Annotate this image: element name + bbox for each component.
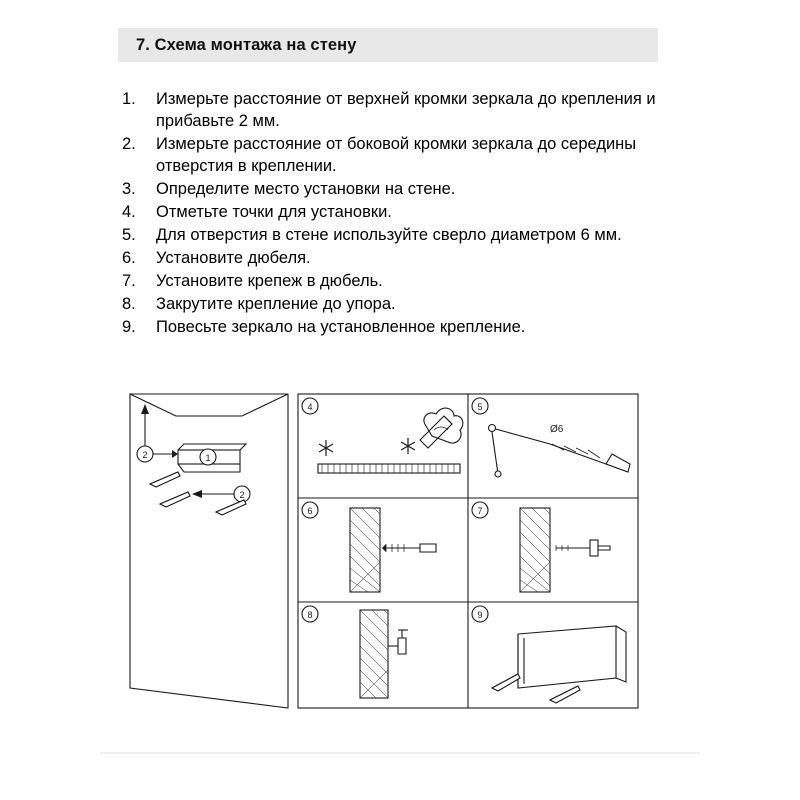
step-number: 5. <box>122 226 136 244</box>
step-number: 2. <box>122 135 136 153</box>
step-number: 3. <box>122 180 136 198</box>
section-heading-bar <box>118 28 658 62</box>
svg-text:7: 7 <box>477 506 483 516</box>
step-text: Повесьте зеркало на установленное крепление. <box>156 318 526 336</box>
step-number: 4. <box>122 203 136 221</box>
svg-text:4: 4 <box>307 402 313 412</box>
installation-diagram <box>120 388 640 716</box>
step-number: 7. <box>122 272 136 290</box>
svg-text:2: 2 <box>239 490 245 500</box>
step-number: 6. <box>122 249 136 267</box>
diagram-panel-4 <box>302 398 463 473</box>
list-item <box>118 293 718 315</box>
list-item <box>118 316 718 338</box>
diagram-panel-7 <box>472 502 610 592</box>
step-text: Установите крепеж в дюбель. <box>156 272 383 290</box>
list-item <box>118 178 718 200</box>
diagram-panel-8 <box>302 606 408 698</box>
step-text: Измерьте расстояние от верхней кромки зеркала до крепления и прибавьте 2 мм. <box>156 90 656 130</box>
step-number: 8. <box>122 295 136 313</box>
instruction-steps-list <box>118 88 718 339</box>
svg-text:9: 9 <box>477 610 483 620</box>
step-number: 1. <box>122 90 136 108</box>
step-text: Закрутите крепление до упора. <box>156 295 396 313</box>
diagram-panel-5 <box>472 398 630 477</box>
list-item <box>118 201 718 223</box>
section-heading-text: 7. Схема монтажа на стену <box>136 35 357 54</box>
step-text: Измерьте расстояние от боковой кромки зеркала до середины отверстия в креплении. <box>156 135 637 175</box>
page-bottom-rule <box>100 752 700 754</box>
svg-text:8: 8 <box>307 610 313 620</box>
svg-text:6: 6 <box>307 506 313 516</box>
svg-text:1: 1 <box>205 453 211 463</box>
list-item <box>118 247 718 269</box>
diagram-panel-9 <box>472 606 626 703</box>
list-item <box>118 224 718 246</box>
step-text: Определите место установки на стене. <box>156 180 456 198</box>
drill-diameter-label: Ø6 <box>550 424 564 435</box>
step-text: Для отверстия в стене используйте сверло диаметром 6 мм. <box>156 226 622 244</box>
list-item <box>118 133 718 177</box>
svg-text:5: 5 <box>477 402 483 412</box>
diagram-panel-6 <box>302 502 436 592</box>
list-item <box>118 88 718 132</box>
diagram-panel-mirror <box>130 394 288 708</box>
step-text: Отметьте точки для установки. <box>156 203 392 221</box>
step-number: 9. <box>122 318 136 336</box>
step-text: Установите дюбеля. <box>156 249 311 267</box>
list-item <box>118 270 718 292</box>
svg-text:2: 2 <box>142 450 148 460</box>
